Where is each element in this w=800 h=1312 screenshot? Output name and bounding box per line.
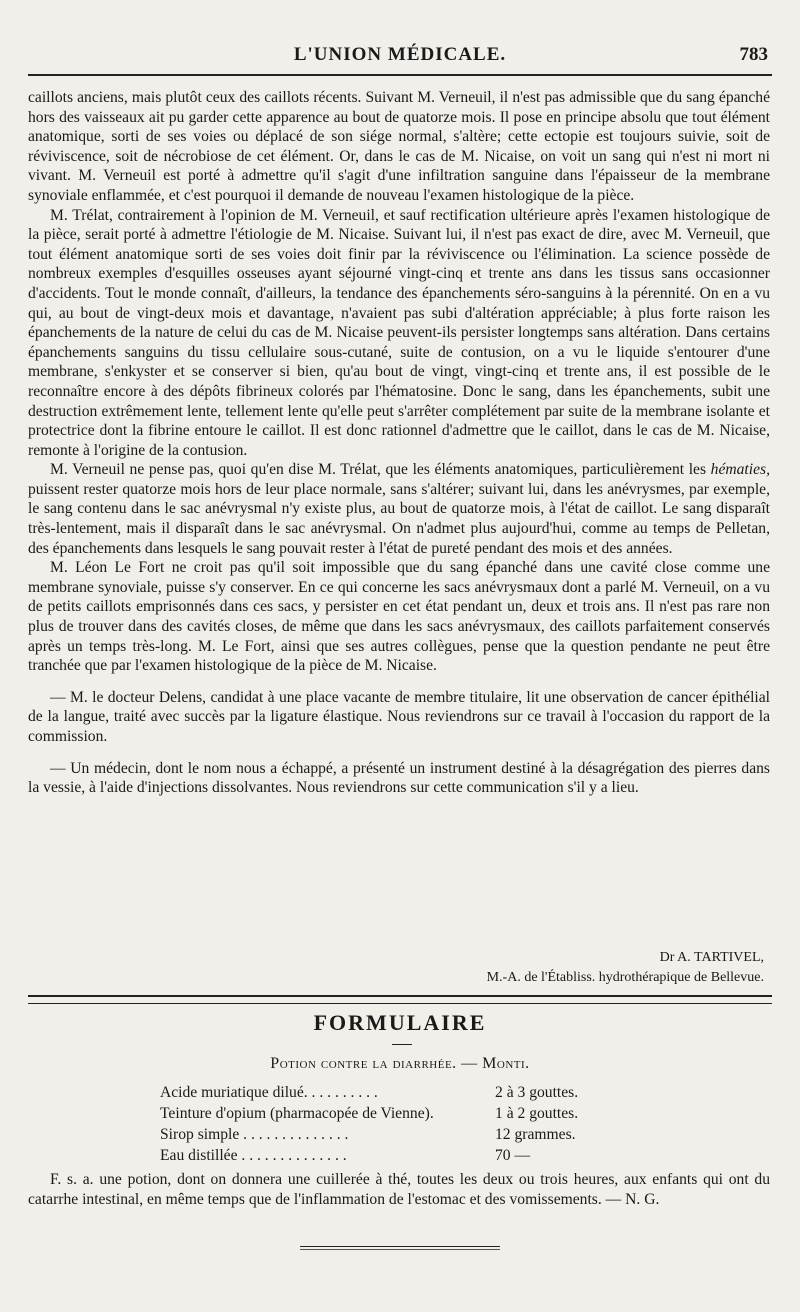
italic-term: hématies, (710, 461, 770, 479)
paragraph-text: puissent rester quatorze mois hors de leur place normale, sans s'altérer; suivant lui, dans les anévrysmes, par exemple, le sang contenu dans le sac anévrysmal n'y existe plus, au bout de quatorze mois, à l'état de caillot. Le sang disparaît très-lentement, mais il disparaît dans le sac anévrysmal. On n'admet plus aujourd'hui, comme au temps de Pelletan, des épanchements dans lesquels le sang pouvait rester à l'état de pureté pendant des mois et des années. (28, 480, 770, 557)
paragraph: caillots anciens, mais plutôt ceux des caillots récents. Suivant M. Verneuil, il n'est pas admissible que du sang épanché hors des vaisseaux ait pu garder cette apparence au bout de quatorze mois. Il pose en principe absolu que tout élément anatomique, sorti de ses voies ou déplacé de son siége normal, s'altère; cette ectopie est toujours suivie, soit de réviviscence, soit de nécrobiose de cet élément. Or, dans le cas de M. Nicaise, on voit un sang qui n'est ni mort ni vivant. M. Verneuil est porté à admettre qu'il s'agit d'une infiltration sanguine dans l'épaisseur de la membrane synoviale enflammée, et c'est pourquoi il demande de nouveau l'examen histologique de la pièce. (28, 89, 770, 204)
ingredient-quantity: 1 à 2 gouttes. (495, 1105, 579, 1122)
signature-affiliation: M.-A. de l'Établiss. hydrothérapique de Bellevue. (486, 970, 764, 985)
paragraph: — M. le docteur Delens, candidat à une place vacante de membre titulaire, lit une observation de cancer épithélial de la langue, traité avec succès par la ligature élastique. Nous reviendrons sur ce travail à l'occasion du rapport de la commission. (28, 688, 770, 745)
paragraph: M. Trélat, contrairement à l'opinion de M. Verneuil, et sauf rectification ultérieure après l'examen histologique de la pièce, serait porté à admettre l'étiologie de M. Nicaise. Suivant lui, il n'est pas exact de dire, avec M. Verneuil, que tout élément anatomique sorti de ses voies doit finir par la réviviscence ou l'élimination. La science possède de nombreux exemples d'esquilles osseuses ayant séjourné vingt-cinq et trente ans dans les tissus sans occasionner d'accidents. Tout le monde connaît, d'ailleurs, la tendance des épanchements séro-sanguins à la pérennité. On en a vu qui, au bout de vingt-deux mois et davantage, n'avaient pas subi d'altération appréciable; à plus forte raison les épanchements de la nature de celui du cas de M. Nicaise peuvent-ils persister longtemps sans altération. Dans certains épanchements sanguins du tissu cellulaire sous-cutané, suite de contusion, on a vu le liquide s'entourer d'une membrane, s'enkyster et se conserver si bien, qu'au bout de vingt, vingt-cinq et trente ans, il est possible de le reconnaître encore à des dépôts fibrineux colorés par l'hématosine. Donc le sang, dans les épanchements, subit une destruction extrêmement lente, tellement lente qu'elle peut s'arrêter complétement par suite de la membrane isolante et protectrice dont la fibrine entoure le caillot. Il est donc rationnel d'admettre que le caillot, dans le cas de M. Nicaise, remonte à l'origine de la contusion. (28, 206, 770, 459)
ingredient-quantity: 2 à 3 gouttes. (495, 1084, 579, 1101)
header-rule (28, 74, 772, 76)
ingredient-row (160, 1103, 630, 1124)
signature (487, 948, 764, 988)
ingredient-quantity: 12 grammes. (495, 1126, 576, 1143)
article-body (28, 88, 770, 798)
formulaire-heading: FORMULAIRE (313, 1010, 487, 1035)
recipe-instructions (28, 1170, 770, 1209)
ingredient-name: Sirop simple . . . . . . . . . . . . . . (160, 1126, 349, 1143)
paragraph-text: M. Verneuil ne pense pas, quoi qu'en dise M. Trélat, que les éléments anatomiques, particulièrement les (50, 461, 707, 479)
page-header (28, 38, 772, 78)
ingredient-row (160, 1124, 630, 1145)
ingredient-list (160, 1082, 630, 1166)
ingredient-name: Acide muriatique dilué. . . . . . . . . . (160, 1084, 378, 1101)
ingredient-row (160, 1082, 630, 1103)
recipe-title (0, 1055, 800, 1073)
journal-title: L'UNION MÉDICALE. (293, 44, 507, 65)
ingredient-name: Eau distillée . . . . . . . . . . . . . . (160, 1147, 347, 1164)
paragraph (28, 460, 770, 558)
footer-rule (300, 1246, 500, 1247)
ingredient-name: Teinture d'opium (pharmacopée de Vienne). (160, 1105, 434, 1122)
heading-dash (392, 1044, 412, 1045)
page-number: 783 (739, 44, 768, 65)
recipe-title-text: Potion contre la diarrhée. — Monti. (270, 1055, 530, 1072)
section-divider (28, 995, 772, 1004)
signature-author: Dr A. TARTIVEL, (659, 950, 764, 965)
instructions-text: F. s. a. une potion, dont on donnera une cuillerée à thé, toutes les deux ou trois heures, aux enfants qui ont du catarrhe intestinal, en même temps que de l'inflammation de l'estomac et des vomissements. — N. G. (28, 1171, 770, 1208)
ingredient-row (160, 1145, 630, 1166)
paragraph: M. Léon Le Fort ne croit pas qu'il soit impossible que du sang épanché dans une cavité close comme une membrane synoviale, puisse s'y conserver. En ce qui concerne les sacs anévrysmaux dont a parlé M. Verneuil, on a vu de petits caillots emprisonnés dans ces sacs, y persister en cet état pendant un, deux et trois ans. Il n'est pas rare non plus de trouver dans des cavités closes, de même que dans les sacs anévrysmaux, des caillots parfaitement conservés après un temps très-long. M. Le Fort, ainsi que ses autres collègues, pense que la question pendante ne peut être tranchée que par l'examen histologique de la pièce de M. Nicaise. (28, 559, 770, 675)
paragraph: — Un médecin, dont le nom nous a échappé, a présenté un instrument destiné à la désagrégation des pierres dans la vessie, à l'aide d'injections dissolvantes. Nous reviendrons sur cette communication s'il y a lieu. (28, 759, 770, 797)
ingredient-quantity: 70 — (495, 1147, 531, 1164)
footer-rule-thin (300, 1249, 500, 1250)
